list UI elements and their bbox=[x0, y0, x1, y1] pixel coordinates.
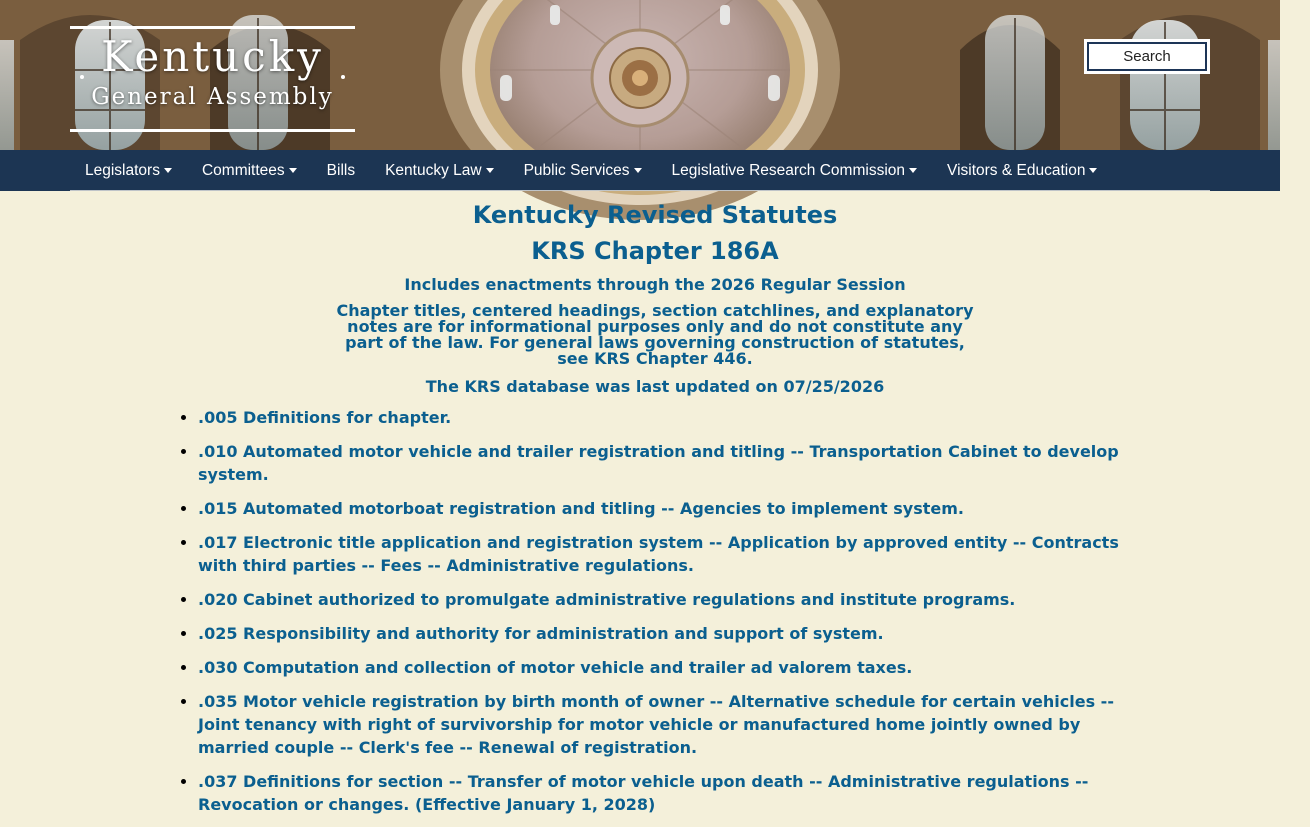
chapter-title: KRS Chapter 186A bbox=[531, 237, 779, 265]
section-list bbox=[198, 406, 1128, 827]
nav-item-label: Public Services bbox=[523, 161, 630, 179]
last-updated-note: The KRS database was last updated on 07/25/2026 bbox=[425, 377, 885, 396]
nav-item-label: Committees bbox=[201, 161, 285, 179]
nav-item-committees[interactable] bbox=[187, 150, 312, 191]
nav-divider bbox=[70, 190, 1210, 191]
section-link[interactable]: .015 Automated motorboat registration and titling -- Agencies to implement system. bbox=[198, 497, 1128, 520]
caret-down-icon bbox=[1089, 168, 1097, 173]
logo-subtitle: General Assembly bbox=[91, 84, 334, 110]
site-logo[interactable] bbox=[70, 26, 355, 132]
nav-item-visitors-education[interactable] bbox=[932, 150, 1112, 191]
logo-dot-left bbox=[80, 75, 84, 79]
nav-item-bills[interactable] bbox=[312, 150, 370, 191]
caret-down-icon bbox=[909, 168, 917, 173]
caret-down-icon bbox=[289, 168, 297, 173]
enactments-note: Includes enactments through the 2026 Regular Session bbox=[404, 275, 906, 294]
header-banner bbox=[0, 0, 1280, 150]
logo-title: Kentucky bbox=[101, 32, 324, 81]
nav-item-kentucky-law[interactable] bbox=[370, 150, 509, 191]
caret-down-icon bbox=[634, 168, 642, 173]
nav-item-legislators[interactable] bbox=[70, 150, 187, 191]
section-link[interactable]: .030 Computation and collection of motor vehicle and trailer ad valorem taxes. bbox=[198, 656, 1128, 679]
section-link[interactable]: .037 Definitions for section -- Transfer of motor vehicle upon death -- Administrative regulations -- Revocation or changes. (Effective January 1, 2028) bbox=[198, 770, 1128, 816]
section-link[interactable]: .035 Motor vehicle registration by birth month of owner -- Alternative schedule for certain vehicles -- Joint tenancy with right of survivorship for motor vehicle or manufactured home jointly owned by married couple -- Clerk's fee -- Renewal of registration. bbox=[198, 690, 1128, 759]
nav-item-label: Kentucky Law bbox=[385, 161, 482, 179]
page-title: Kentucky Revised Statutes bbox=[472, 201, 838, 229]
nav-item-label: Legislative Research Commission bbox=[671, 161, 906, 179]
caret-down-icon bbox=[486, 168, 494, 173]
nav-item-label: Bills bbox=[326, 161, 356, 179]
section-link[interactable]: .020 Cabinet authorized to promulgate administrative regulations and institute programs. bbox=[198, 588, 1128, 611]
nav-item-lrc[interactable] bbox=[657, 150, 932, 191]
section-link[interactable]: .025 Responsibility and authority for administration and support of system. bbox=[198, 622, 1128, 645]
logo-dot-right bbox=[341, 75, 345, 79]
nav-item-label: Visitors & Education bbox=[947, 161, 1086, 179]
nav-items bbox=[70, 150, 1112, 191]
main-nav bbox=[0, 150, 1280, 191]
nav-item-public-services[interactable] bbox=[509, 150, 657, 191]
search-button[interactable]: Search bbox=[1084, 39, 1210, 74]
caret-down-icon bbox=[164, 168, 172, 173]
disclaimer-note: Chapter titles, centered headings, section catchlines, and explanatory notes are for informational purposes only and do not constitute any part of the law. For general laws governing construction of statutes, see KRS Chapter 446. bbox=[336, 301, 974, 368]
section-link[interactable]: .010 Automated motor vehicle and trailer registration and titling -- Transportation Cabinet to develop system. bbox=[198, 440, 1128, 486]
nav-item-label: Legislators bbox=[85, 161, 160, 179]
section-link[interactable]: .005 Definitions for chapter. bbox=[198, 406, 1128, 429]
section-link[interactable]: .017 Electronic title application and registration system -- Application by approved entity -- Contracts with third parties -- Fees -- Administrative regulations. bbox=[198, 531, 1128, 577]
